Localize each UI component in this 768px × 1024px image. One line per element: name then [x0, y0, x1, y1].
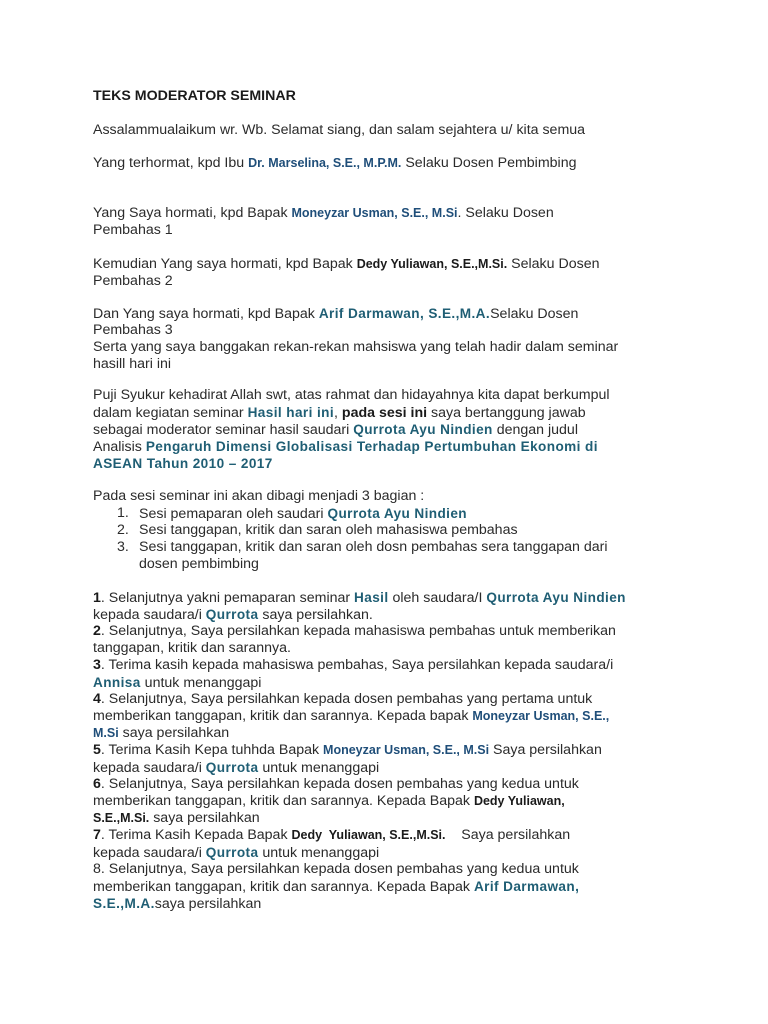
- name-dedy: Dedy Yuliawan, S.E.,M.Si.: [356, 257, 508, 271]
- session-intro: Pada sesi seminar ini akan dibagi menjadi 3 bagian :: [93, 488, 425, 504]
- step-8-line2: memberikan tanggapan, kritik dan sarannya. Kepada Bapak Arif Darmawan,: [93, 879, 580, 895]
- step-8-line3: S.E.,M.A.saya persilahkan: [93, 896, 262, 912]
- paragraph-puji-line4: Analisis Pengaruh Dimensi Globalisasi Terhadap Pertumbuhan Ekonomi di: [93, 439, 598, 455]
- step-6-line3: S.E.,M.Si. saya persilahkan: [93, 810, 260, 826]
- step-5: 5. Terima Kasih Kepa tuhhda Bapak Moneyzar Usman, S.E., M.Si Saya persilahkan: [93, 742, 602, 758]
- step-1: 1. Selanjutnya yakni pemaparan seminar Hasil oleh saudara/I Qurrota Ayu Nindien: [93, 590, 626, 606]
- paragraph-pembahas-3: Dan Yang saya hormati, kpd Bapak Arif Darmawan, S.E.,M.A.Selaku Dosen: [93, 306, 579, 322]
- paragraph-puji-line2: dalam kegiatan seminar Hasil hari ini, pada sesi ini saya bertanggung jawab: [93, 405, 586, 421]
- thesis-title: Pengaruh Dimensi Globalisasi Terhadap Pertumbuhan Ekonomi di: [145, 439, 598, 454]
- step-4-line2: memberikan tanggapan, kritik dan sarannya. Kepada bapak Moneyzar Usman, S.E.,: [93, 708, 610, 724]
- paragraph-puji-line1: Puji Syukur kehadirat Allah swt, atas rahmat dan hidayahnya kita dapat berkumpul: [93, 387, 610, 403]
- paragraph-pembahas-1-line2: Pembahas 1: [93, 222, 173, 238]
- name-arif: Arif Darmawan, S.E.,M.A.: [318, 306, 491, 321]
- list-item: Sesi tanggapan, kritik dan saran oleh dosn pembahas sera tanggapan dari: [139, 539, 608, 555]
- paragraph-pembahas-3-line2: Pembahas 3: [93, 322, 173, 338]
- list-item-line2: dosen pembimbing: [139, 556, 259, 572]
- name-marselina: Dr. Marselina, S.E., M.P.M.: [248, 156, 402, 170]
- step-4: 4. Selanjutnya, Saya persilahkan kepada dosen pembahas yang pertama untuk: [93, 691, 593, 707]
- step-6: 6. Selanjutnya, Saya persilahkan kepada dosen pembahas yang kedua untuk: [93, 776, 579, 792]
- name-moneyzar: Moneyzar Usman, S.E., M.Si: [291, 206, 458, 220]
- list-number: 3.: [117, 539, 129, 555]
- step-2-line2: tanggapan, kritik dan sarannya.: [93, 640, 291, 656]
- step-5-line2: kepada saudara/i Qurrota untuk menanggapi: [93, 760, 380, 776]
- paragraph-pembimbing: Yang terhormat, kpd Ibu Dr. Marselina, S.E., M.P.M. Selaku Dosen Pembimbing: [93, 155, 577, 171]
- step-4-line3: M.Si saya persilahkan: [93, 725, 230, 741]
- document-title: TEKS MODERATOR SEMINAR: [93, 88, 296, 104]
- step-7-line2: kepada saudara/i Qurrota untuk menanggapi: [93, 845, 380, 861]
- seminar-type: Hasil hari ini: [247, 405, 335, 420]
- step-1-line2: kepada saudara/i Qurrota saya persilahkan.: [93, 607, 373, 623]
- paragraph-mahasiswa-line2: hasill hari ini: [93, 356, 172, 372]
- step-6-line2: memberikan tanggapan, kritik dan sarannya. Kepada Bapak Dedy Yuliawan,: [93, 793, 565, 809]
- step-8: 8. Selanjutnya, Saya persilahkan kepada dosen pembahas yang kedua untuk: [93, 861, 579, 877]
- list-number: 2.: [117, 522, 129, 538]
- name-qurrota: Qurrota Ayu Nindien: [353, 422, 493, 437]
- paragraph-pembahas-2: Kemudian Yang saya hormati, kpd Bapak Dedy Yuliawan, S.E.,M.Si. Selaku Dosen: [93, 256, 600, 272]
- paragraph-puji-line3: sebagai moderator seminar hasil saudari Qurrota Ayu Nindien dengan judul: [93, 422, 578, 438]
- thesis-title-line2: ASEAN Tahun 2010 – 2017: [93, 456, 273, 471]
- paragraph-pembahas-2-line2: Pembahas 2: [93, 273, 173, 289]
- step-3: 3. Terima kasih kepada mahasiswa pembahas, Saya persilahkan kepada saudara/i: [93, 657, 614, 673]
- greeting-line: Assalammualaikum wr. Wb. Selamat siang, dan salam sejahtera u/ kita semua: [93, 122, 586, 138]
- paragraph-pembahas-1: Yang Saya hormati, kpd Bapak Moneyzar Usman, S.E., M.Si. Selaku Dosen: [93, 205, 554, 221]
- list-number: 1.: [117, 505, 129, 521]
- step-7: 7. Terima Kasih Kepada Bapak Dedy Yuliawan, S.E.,M.Si. Saya persilahkan: [93, 827, 571, 843]
- list-item: Sesi tanggapan, kritik dan saran oleh mahasiswa pembahas: [139, 522, 518, 538]
- step-3-line2: Annisa untuk menanggapi: [93, 675, 262, 691]
- step-2: 2. Selanjutnya, Saya persilahkan kepada mahasiswa pembahas untuk memberikan: [93, 623, 616, 639]
- paragraph-mahasiswa: Serta yang saya banggakan rekan-rekan mahsiswa yang telah hadir dalam seminar: [93, 339, 619, 355]
- list-item: Sesi pemaparan oleh saudari Qurrota Ayu Nindien: [139, 506, 468, 522]
